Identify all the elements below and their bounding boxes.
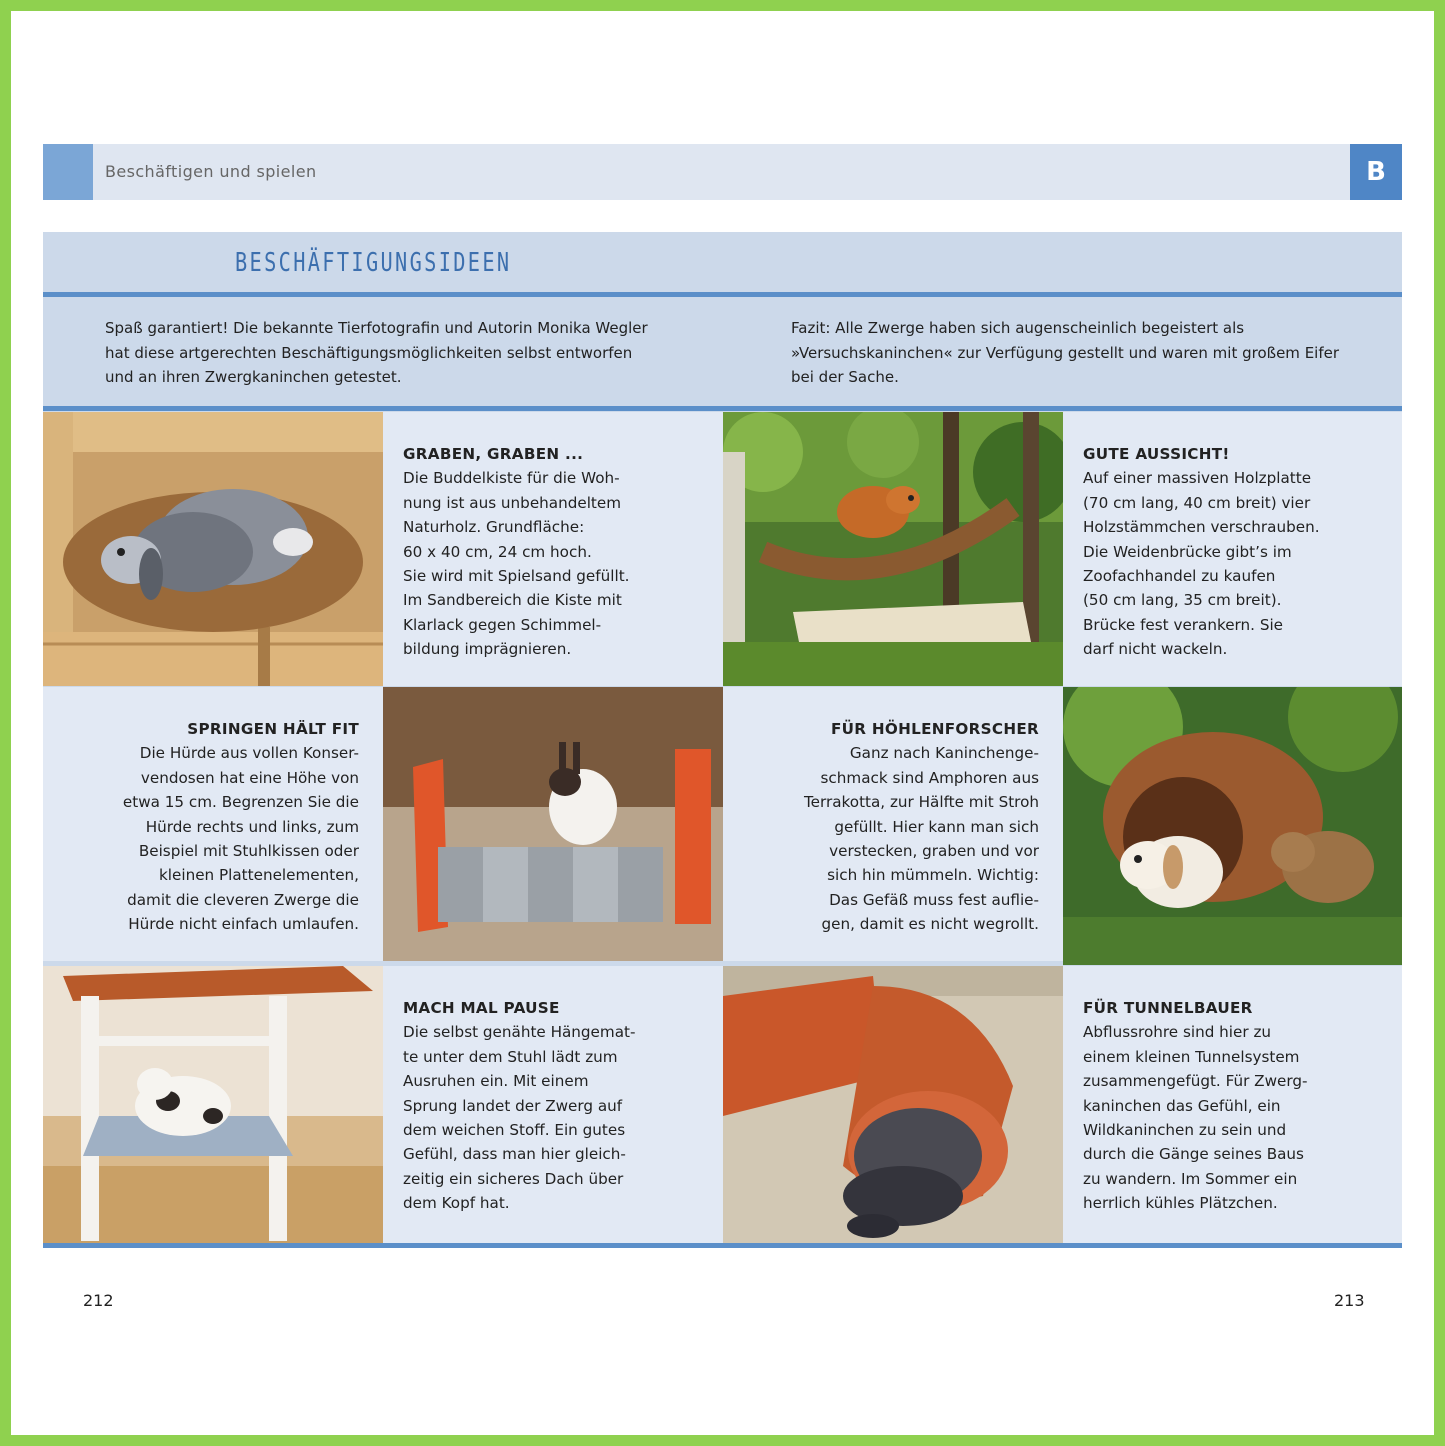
idea-heading: GRABEN, GRABEN ... [403, 445, 584, 463]
idea-text: Auf einer massiven Holzplatte (70 cm lang, 40 cm breit) vier Holzstämmchen verschrauben. Die Weidenbrücke gibt’s im Zoofachhandel zu kaufen (50 cm lang, 35 cm breit). Brücke fest verankern. Sie darf nicht wackeln. [1083, 469, 1320, 659]
idea-text: Die Buddelkiste für die Woh- nung ist aus unbehandeltem Naturholz. Grundfläche: 60 x 40 cm, 24 cm hoch. Sie wird mit Spielsand gefüllt. Im Sandbereich die Kiste mit Klarlack gegen Schimmel- bildung imprägnieren. [403, 469, 630, 659]
intro-right: Fazit: Alle Zwerge haben sich augenscheinlich begeistert als »Versuchskaninchen« zur Verfügung gestellt und waren mit großem Eifer bei der Sache. [791, 319, 1340, 386]
idea-cave [723, 687, 1063, 961]
idea-text: Ganz nach Kaninchenge- schmack sind Amphoren aus Terrakotta, zur Hälfte mit Stroh gefüllt. Hier kann man sich verstecken, graben und vor sich hin mümmeln. Wichtig: Das Gefäß muss fest auflie- gen, damit es nicht wegrollt. [803, 744, 1039, 934]
photo-can-hurdle [383, 687, 723, 961]
bottom-rule [43, 1243, 1402, 1248]
section-title: BESCHÄFTIGUNGSIDEEN [235, 248, 512, 278]
idea-text: Abflussrohre sind hier zu einem kleinen Tunnelsystem zusammengefügt. Für Zwerg- kaninchen das Gefühl, ein Wildkaninchen zu sein und durch die Gänge seines Baus zu wandern. Im Sommer ein herrlich kühles Plätzchen. [1083, 1023, 1308, 1213]
idea-rest [383, 966, 723, 1244]
ideas-section [43, 232, 1402, 1248]
page-number-left: 212 [83, 1291, 114, 1310]
intro-rule [43, 406, 1402, 411]
chapter-badge: B [1350, 144, 1402, 200]
photo-pipe-tunnel [723, 966, 1063, 1244]
idea-heading: FÜR TUNNELBAUER [1083, 999, 1253, 1017]
idea-digging [383, 412, 723, 686]
section-label: Beschäftigen und spielen [105, 162, 317, 181]
idea-heading: FÜR HÖHLENFORSCHER [830, 720, 1039, 738]
photo-willow-bridge [723, 412, 1063, 686]
idea-jumping [43, 687, 383, 961]
idea-tunnel [1063, 966, 1402, 1244]
idea-lookout [1063, 412, 1402, 686]
idea-text: Die Hürde aus vollen Konser- vendosen hat eine Höhe von etwa 15 cm. Begrenzen Sie die Hürde rechts und links, zum Beispiel mit Stuhlkissen oder kleinen Plattenelementen, damit die cleveren Zwerge die Hürde nicht einfach umlaufen. [122, 744, 359, 934]
intro-left: Spaß garantiert! Die bekannte Tierfotografin und Autorin Monika Wegler hat diese artgerechten Beschäftigungsmöglichkeiten selbst entworfen und an ihren Zwergkaninchen getestet. [105, 319, 648, 386]
idea-heading: SPRINGEN HÄLT FIT [187, 720, 359, 738]
photo-terracotta-amphora [1063, 687, 1402, 965]
title-rule [43, 292, 1402, 297]
idea-heading: MACH MAL PAUSE [403, 999, 560, 1017]
section-header [43, 144, 1402, 200]
idea-heading: GUTE AUSSICHT! [1083, 445, 1230, 463]
photo-hammock-chair [43, 966, 383, 1244]
header-accent-square [43, 144, 93, 200]
page-number-right: 213 [1334, 1291, 1365, 1310]
photo-digging-box [43, 412, 383, 686]
idea-text: Die selbst genähte Hängemat- te unter dem Stuhl lädt zum Ausruhen ein. Mit einem Sprung landet der Zwerg auf dem weichen Stoff. Ein gutes Gefühl, dass man hier gleich- zeitig ein sicheres Dach über dem Kopf hat. [403, 1023, 636, 1213]
